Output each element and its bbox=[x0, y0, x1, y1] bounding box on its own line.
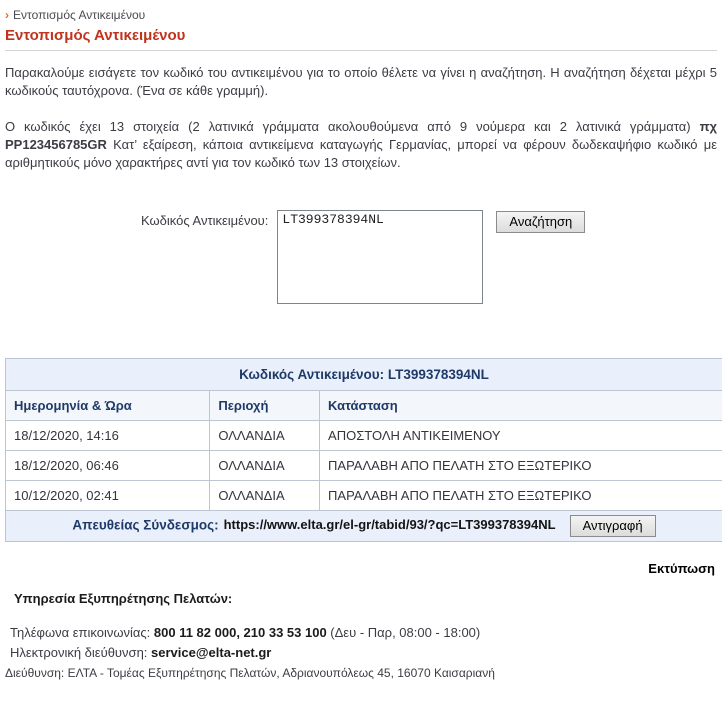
cell-datetime: 18/12/2020, 14:16 bbox=[6, 421, 210, 451]
cell-status: ΠΑΡΑΛΑΒΗ ΑΠΟ ΠΕΛΑΤΗ ΣΤΟ ΕΞΩΤΕΡΙΚΟ bbox=[320, 481, 722, 511]
contact-email-line bbox=[10, 643, 717, 663]
search-button[interactable]: Αναζήτηση bbox=[496, 211, 585, 233]
table-title-row bbox=[6, 359, 722, 391]
column-header-status: Κατάσταση bbox=[320, 391, 722, 421]
phones-label: Τηλέφωνα επικοινωνίας: bbox=[10, 625, 154, 640]
cell-datetime: 10/12/2020, 02:41 bbox=[6, 481, 210, 511]
column-header-area: Περιοχή bbox=[210, 391, 320, 421]
intro-paragraph-1: Παρακαλούμε εισάγετε τον κωδικό του αντικειμένου για το οποίο θέλετε να γίνει η αναζήτηση. Η αναζήτηση δέχεται μέχρι 5 κωδικούς ταυτόχρονα. (Ένα σε κάθε γραμμή). bbox=[5, 65, 717, 98]
contact-heading: Υπηρεσία Εξυπηρέτησης Πελατών: bbox=[14, 591, 233, 606]
email-address: service@elta-net.gr bbox=[151, 645, 272, 660]
table-row bbox=[6, 451, 722, 481]
table-title: Κωδικός Αντικειμένου: LT399378394NL bbox=[6, 359, 722, 391]
print-row bbox=[5, 542, 717, 576]
table-row bbox=[6, 421, 722, 451]
phone-separator: , bbox=[236, 625, 244, 640]
tracking-results-table bbox=[5, 358, 722, 542]
direct-link-label: Απευθείας Σύνδεσμος: bbox=[72, 517, 219, 533]
search-form bbox=[141, 210, 717, 304]
cell-area: ΟΛΛΑΝΔΙΑ bbox=[210, 481, 320, 511]
intro-paragraph-2-start: Ο κωδικός έχει 13 στοιχεία (2 λατινικά γράμματα ακολουθούμενα από 9 νούμερα και 2 λατινικά γράμματα) bbox=[5, 119, 700, 134]
example-code: πχ PP123456785GR bbox=[5, 119, 717, 152]
contact-section bbox=[5, 591, 717, 683]
phones-hours: (Δευ - Παρ, 08:00 - 18:00) bbox=[326, 625, 481, 640]
email-label: Ηλεκτρονική διεύθυνση: bbox=[10, 645, 152, 660]
title-divider bbox=[5, 50, 717, 51]
page-title: Εντοπισμός Αντικειμένου bbox=[5, 27, 186, 44]
item-code-label: Κωδικός Αντικειμένου: bbox=[141, 213, 269, 228]
print-link[interactable]: Εκτύπωση bbox=[648, 561, 715, 576]
table-header-row bbox=[6, 391, 722, 421]
intro-paragraph-2-end: Κατ’ εξαίρεση, κάποια αντικείμενα καταγωγής Γερμανίας, μπορεί να φέρουν δωδεκαψήφιο κωδικό με αριθμητικούς μόνο χαρακτήρες αντί για τον κωδικό των 13 στοιχείων. bbox=[5, 137, 717, 170]
table-row bbox=[6, 481, 722, 511]
phone-number-1: 800 11 82 000 bbox=[153, 625, 237, 640]
direct-link-row bbox=[6, 511, 722, 542]
contact-address-line: Διεύθυνση: ΕΛΤΑ - Τομέας Εξυπηρέτησης Πελατών, Αδριανουπόλεως 45, 16070 Καισαριανή bbox=[5, 666, 495, 680]
cell-status: ΠΑΡΑΛΑΒΗ ΑΠΟ ΠΕΛΑΤΗ ΣΤΟ ΕΞΩΤΕΡΙΚΟ bbox=[320, 451, 722, 481]
breadcrumb-arrow-icon: › bbox=[5, 8, 9, 22]
item-code-input[interactable] bbox=[277, 210, 483, 304]
cell-area: ΟΛΛΑΝΔΙΑ bbox=[210, 451, 320, 481]
direct-link-cell bbox=[6, 511, 722, 542]
phone-number-2: 210 33 53 100 bbox=[243, 625, 327, 640]
intro-paragraph-2 bbox=[5, 118, 717, 172]
cell-status: ΑΠΟΣΤΟΛΗ ΑΝΤΙΚΕΙΜΕΝΟΥ bbox=[320, 421, 722, 451]
cell-datetime: 18/12/2020, 06:46 bbox=[6, 451, 210, 481]
copy-button[interactable]: Αντιγραφή bbox=[570, 515, 656, 537]
contact-phones-line bbox=[10, 623, 717, 643]
cell-area: ΟΛΛΑΝΔΙΑ bbox=[210, 421, 320, 451]
breadcrumb-item[interactable]: Εντοπισμός Αντικειμένου bbox=[13, 8, 146, 22]
breadcrumb bbox=[5, 8, 717, 22]
column-header-datetime: Ημερομηνία & Ώρα bbox=[6, 391, 210, 421]
direct-link-url: https://www.elta.gr/el-gr/tabid/93/?qc=LT399378394NL bbox=[223, 517, 556, 533]
